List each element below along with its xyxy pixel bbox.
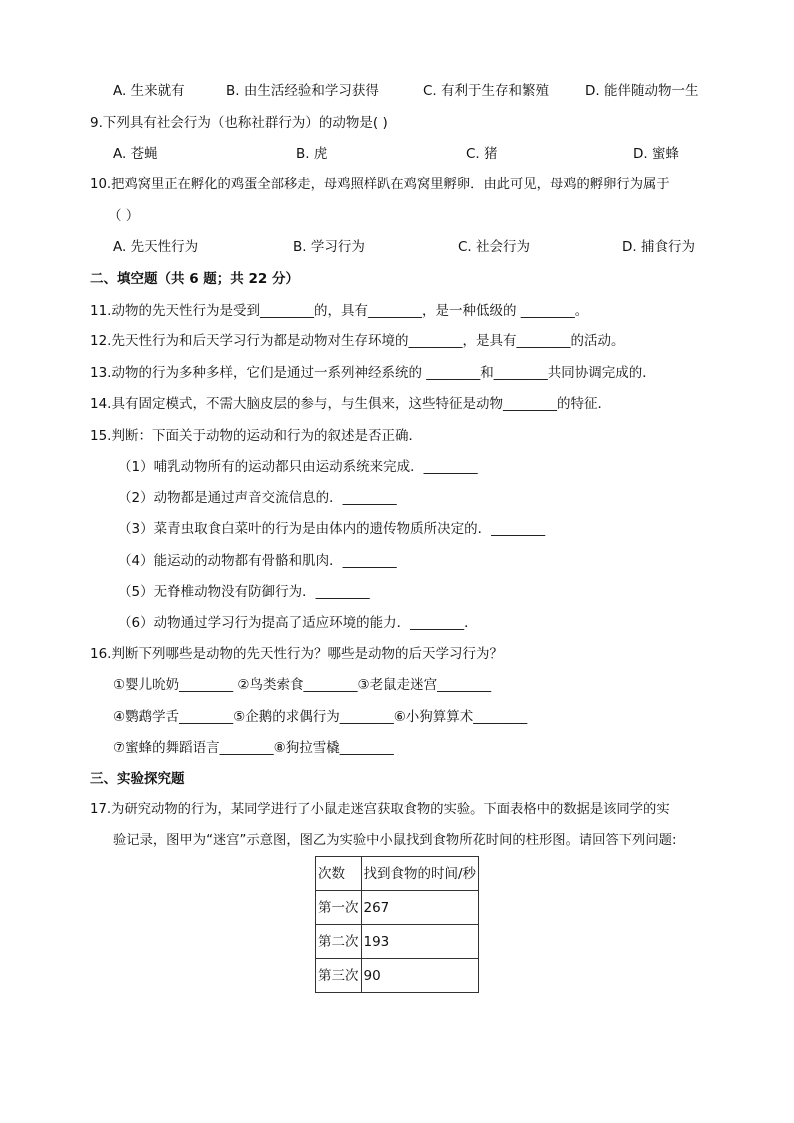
q15-item: （6）动物通过学习行为提高了适应环境的能力．________． bbox=[118, 615, 478, 631]
table-cell-trial: 第二次 bbox=[316, 925, 362, 959]
table-row bbox=[316, 925, 479, 959]
q14-text: 14.具有固定模式，不需大脑皮层的参与，与生俱来，这些特征是动物________的特征． bbox=[90, 396, 611, 412]
q15-item: （5）无脊椎动物没有防御行为．________ bbox=[118, 584, 370, 600]
section-title-fill-in: 二、填空题（共 6 题；共 22 分） bbox=[90, 271, 299, 287]
q9-option-b: B. 虎 bbox=[296, 146, 328, 162]
q10-option-d: D. 捕食行为 bbox=[622, 239, 695, 255]
section-title-experiment: 三、实验探究题 bbox=[90, 771, 185, 787]
q10-option-a: A. 先天性行为 bbox=[113, 239, 199, 255]
q15-stem: 15.判断：下面关于动物的运动和行为的叙述是否正确． bbox=[90, 428, 422, 444]
q8-option-a: A. 生来就有 bbox=[113, 83, 185, 99]
q8-option-b: B. 由生活经验和学习获得 bbox=[226, 83, 379, 99]
q8-option-d: D. 能伴随动物一生 bbox=[585, 83, 699, 99]
table-header-cell: 次数 bbox=[316, 857, 362, 891]
q16-row: ⑦蜜蜂的舞蹈语言________⑧狗拉雪橇________ bbox=[113, 740, 394, 756]
q15-item: （1）哺乳动物所有的运动都只由运动系统来完成．________ bbox=[118, 459, 478, 475]
q11-text: 11.动物的先天性行为是受到________的，具有________，是一种低级的 ________。 bbox=[90, 303, 589, 319]
q13-text: 13.动物的行为多种多样，它们是通过一系列神经系统的 ________和________共同协调完成的． bbox=[90, 365, 656, 381]
q10-paren: （ ） bbox=[108, 208, 140, 224]
q10-option-b: B. 学习行为 bbox=[293, 239, 365, 255]
table-cell-time: 193 bbox=[361, 925, 479, 959]
q16-stem: 16.判断下列哪些是动物的先天性行为？哪些是动物的后天学习行为？ bbox=[90, 646, 503, 662]
table-row bbox=[316, 959, 479, 993]
q9-option-d: D. 蜜蜂 bbox=[633, 146, 679, 162]
table-row bbox=[316, 891, 479, 925]
q16-row: ④鹦鹉学舌________⑤企鹅的求偶行为________⑥小狗算算术________ bbox=[113, 709, 528, 725]
q10-option-c: C. 社会行为 bbox=[458, 239, 531, 255]
q9-stem: 9.下列具有社会行为（也称社群行为）的动物是( ) bbox=[90, 115, 388, 131]
table-cell-time: 90 bbox=[361, 959, 479, 993]
q15-item: （4）能运动的动物都有骨骼和肌肉．________ bbox=[118, 553, 397, 569]
table-header-cell: 找到食物的时间/秒 bbox=[361, 857, 479, 891]
q9-option-c: C. 猪 bbox=[466, 146, 498, 162]
q17-line-1: 17.为研究动物的行为，某同学进行了小鼠走迷宫获取食物的实验。下面表格中的数据是该同学的实 bbox=[90, 802, 670, 817]
table-cell-trial: 第一次 bbox=[316, 891, 362, 925]
q15-item: （3）菜青虫取食白菜叶的行为是由体内的遗传物质所决定的．________ bbox=[118, 521, 546, 537]
q9-option-a: A. 苍蝇 bbox=[113, 146, 158, 162]
experiment-record-table bbox=[315, 856, 479, 993]
q16-row: ①婴儿吮奶________ ②鸟类索食________③老鼠走迷宫________ bbox=[113, 677, 492, 693]
q8-option-c: C. 有利于生存和繁殖 bbox=[423, 83, 550, 99]
table-cell-time: 267 bbox=[361, 891, 479, 925]
table-header-row bbox=[316, 857, 479, 891]
q12-text: 12.先天性行为和后天学习行为都是动物对生存环境的________，是具有________的活动。 bbox=[90, 333, 625, 349]
q17-line-2: 验记录，图甲为“迷宫”示意图，图乙为实验中小鼠找到食物所花时间的柱形图。请回答下列问题: bbox=[113, 833, 677, 848]
q15-item: （2）动物都是通过声音交流信息的．________ bbox=[118, 490, 397, 506]
q10-stem: 10.把鸡窝里正在孵化的鸡蛋全部移走，母鸡照样趴在鸡窝里孵卵．由此可见，母鸡的孵卵行为属于 bbox=[90, 177, 670, 192]
table-cell-trial: 第三次 bbox=[316, 959, 362, 993]
